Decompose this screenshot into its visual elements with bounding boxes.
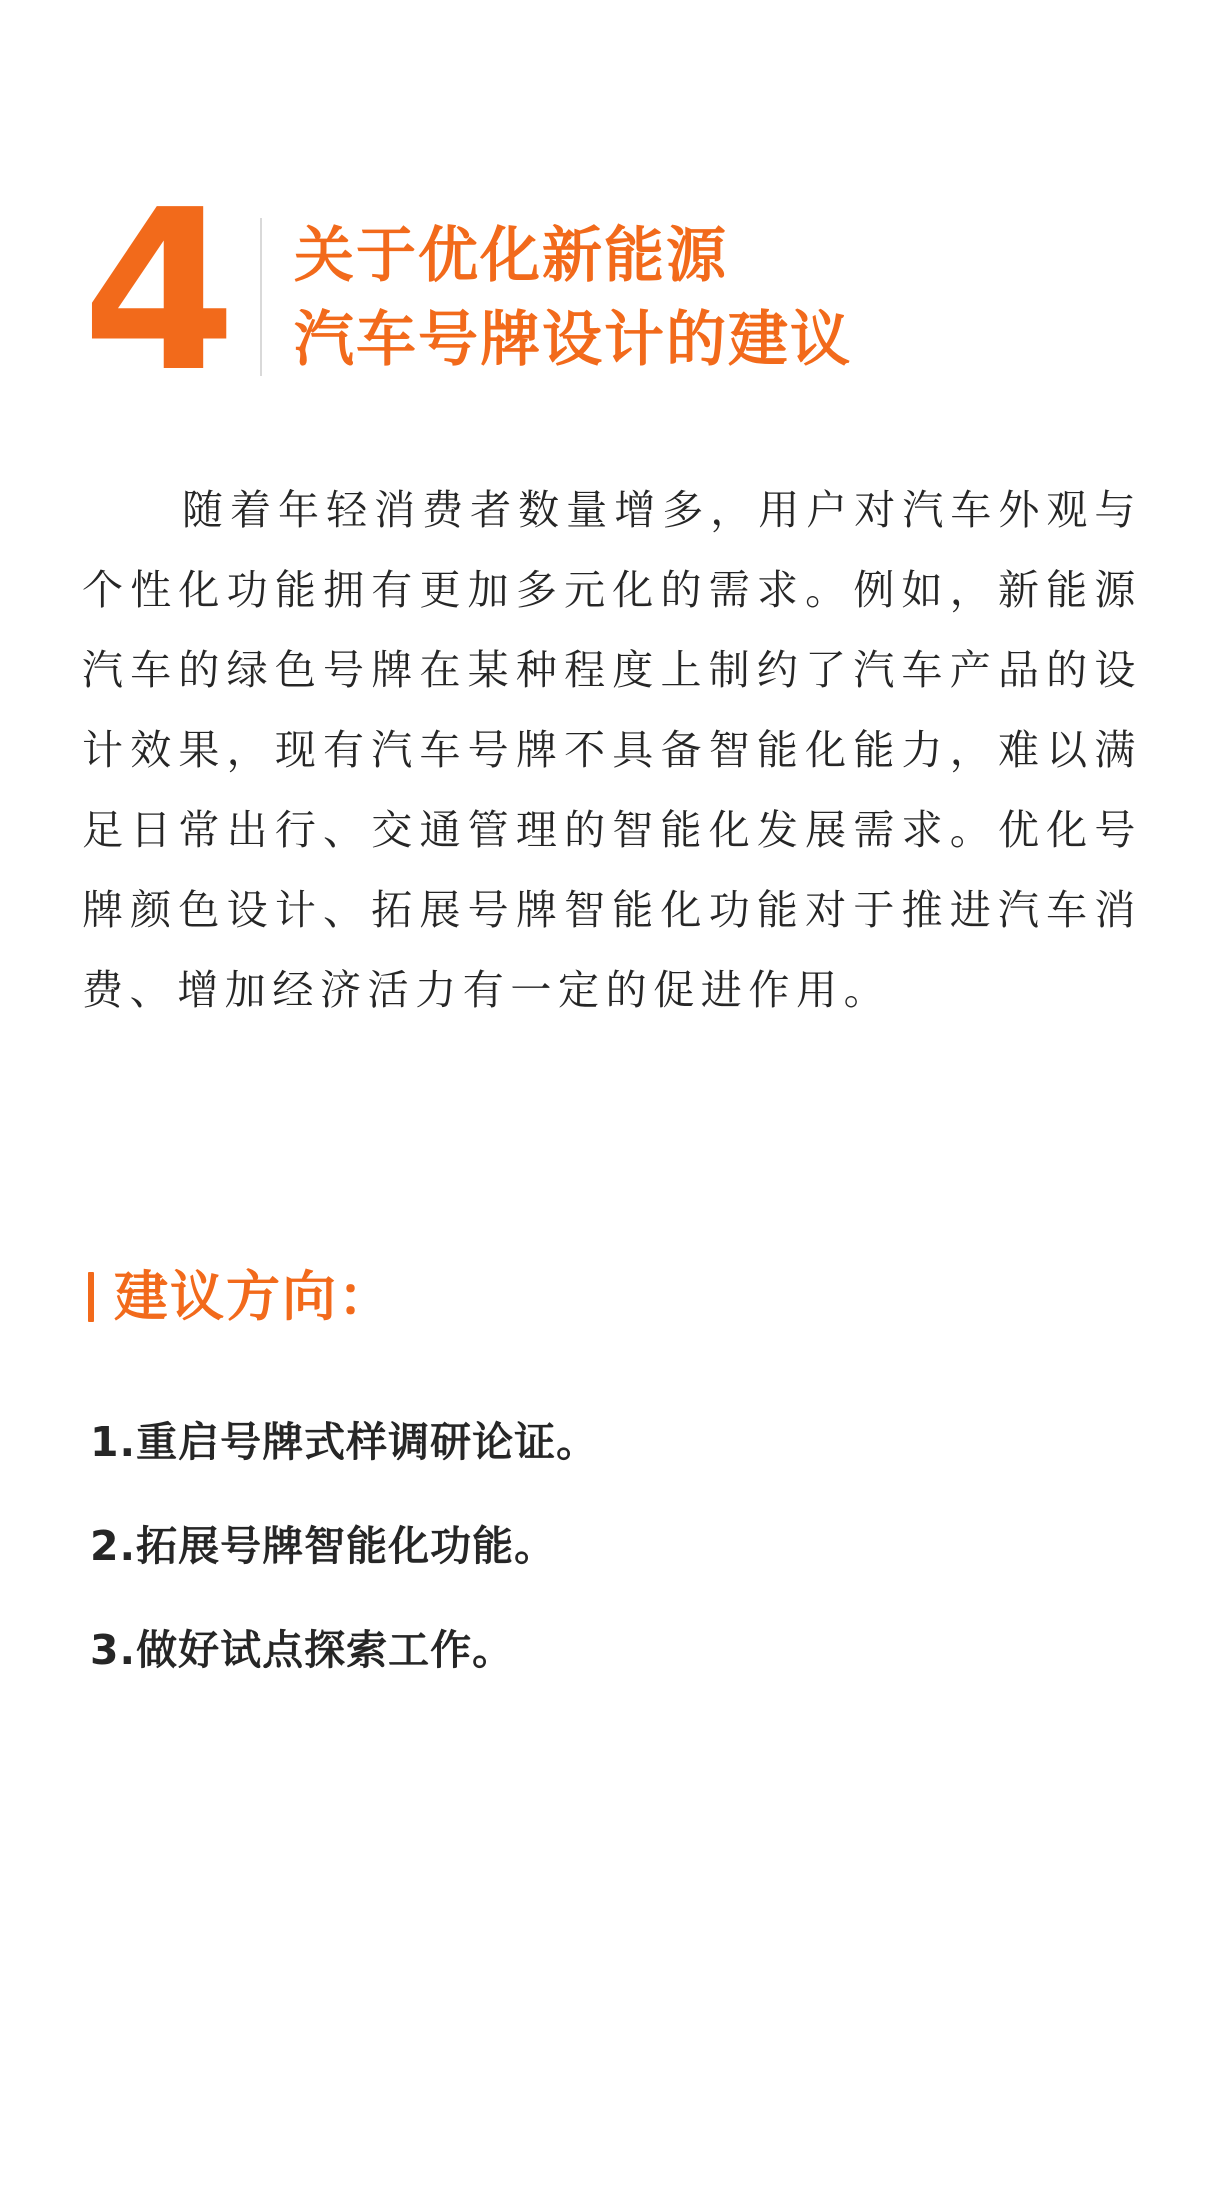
page-title [294, 214, 852, 382]
intro-paragraph: 随着年轻消费者数量增多，用户对汽车外观与个性化功能拥有更加多元化的需求。例如，新能源汽车的绿色号牌在某种程度上制约了汽车产品的设计效果，现有汽车号牌不具备智能化能力，难以满足日常出行、交通管理的智能化发展需求。优化号牌颜色设计、拓展号牌智能化功能对于推进汽车消费、增加经济活力有一定的促进作用。 [82, 486, 1142, 1014]
section-accent-bar [88, 1272, 94, 1322]
header [82, 163, 1142, 421]
suggestion-list [90, 1412, 1090, 1724]
header-divider [260, 218, 262, 376]
title-line-1: 关于优化新能源 [294, 221, 728, 291]
list-item: 1.重启号牌式样调研论证。 [90, 1418, 599, 1466]
title-line-2: 汽车号牌设计的建议 [294, 305, 852, 375]
section-number: 4 [82, 163, 233, 421]
list-item: 2.拓展号牌智能化功能。 [90, 1522, 557, 1570]
list-item: 3.做好试点探索工作。 [90, 1626, 515, 1674]
section-title: 建议方向： [114, 1265, 394, 1328]
